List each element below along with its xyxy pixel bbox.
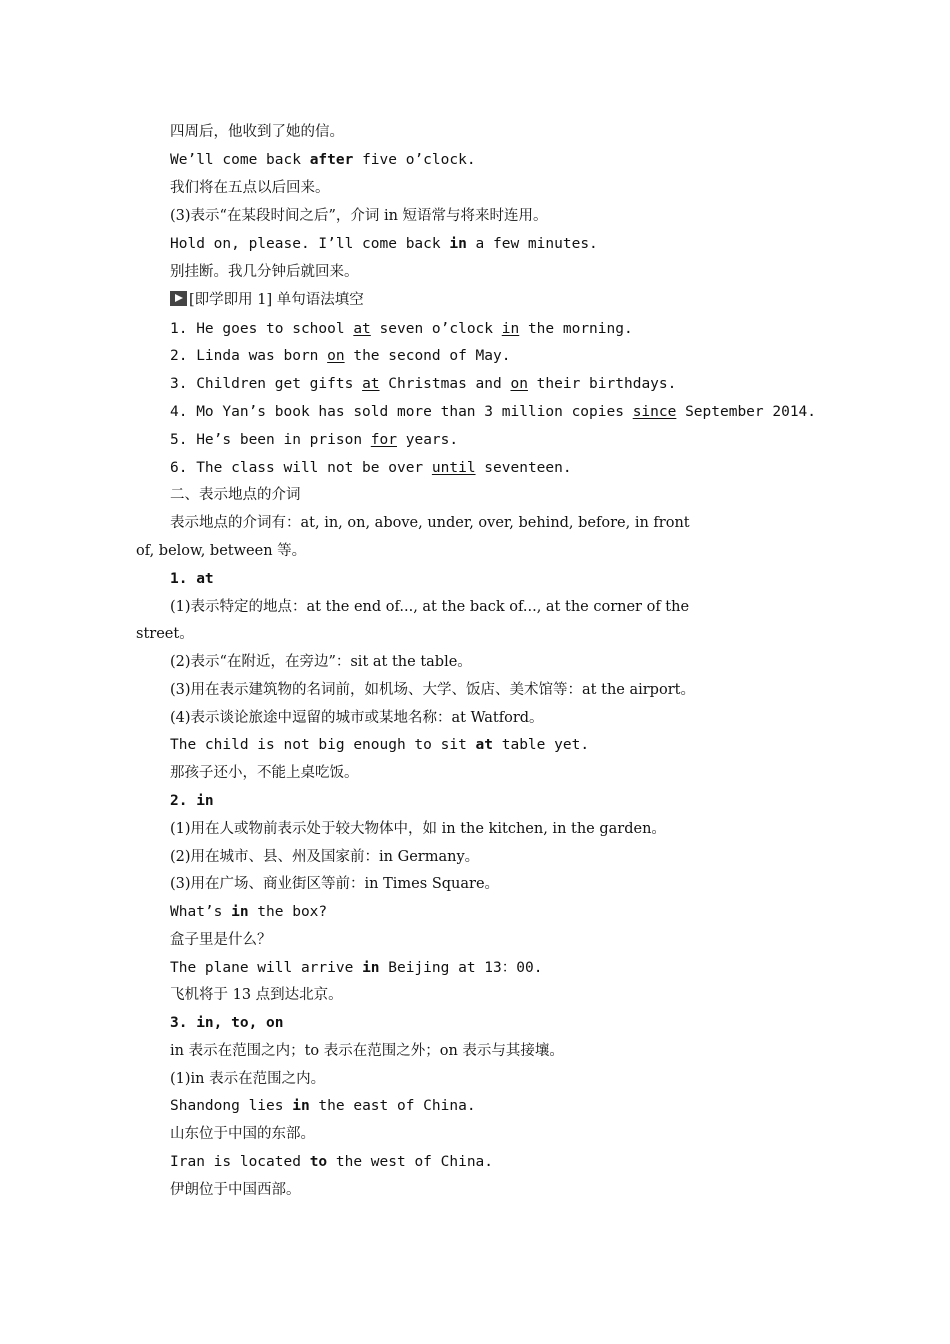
key-preposition: in xyxy=(362,960,380,976)
answer-blank: at xyxy=(353,321,371,337)
rule-item: (3)表示“在某段时间之后”，介词 in 短语常与将来时连用。 xyxy=(170,208,548,224)
key-preposition: after xyxy=(309,152,354,168)
translation-line: 我们将在五点以后回来。 xyxy=(170,180,330,196)
answer-blank: until xyxy=(431,460,476,476)
rule-item: (1)表示特定的地点：at the end of..., at the back of..., at the corner of the xyxy=(170,599,690,615)
example-sentence: We’ll come back after five o’clock. xyxy=(170,152,476,168)
example-sentence: Iran is located to the west of China. xyxy=(170,1154,494,1170)
key-preposition: in xyxy=(231,904,249,920)
translation-line: 飞机将于 13 点到达北京。 xyxy=(170,987,343,1003)
key-preposition: in xyxy=(292,1098,310,1114)
key-preposition: to xyxy=(309,1154,328,1170)
exercise-item: 4. Mo Yan’s book has sold more than 3 million copies since September 2014. xyxy=(170,404,817,420)
exercise-item: 1. He goes to school at seven o’clock in the morning. xyxy=(170,321,633,337)
subheading: 3. in, to, on xyxy=(170,1015,284,1031)
rule-item: (1)用在人或物前表示处于较大物体中，如 in the kitchen, in the garden。 xyxy=(170,821,666,837)
translation-line: 盒子里是什么？ xyxy=(170,932,272,948)
exercise-item: 3. Children get gifts at Christmas and on their birthdays. xyxy=(170,376,677,392)
rule-item: (1)in 表示在范围之内。 xyxy=(170,1071,326,1087)
translation-line: 别挂断。我几分钟后就回来。 xyxy=(170,264,359,280)
rule-item: (2)表示“在附近，在旁边”：sit at the table。 xyxy=(170,654,472,670)
exercise-item: 6. The class will not be over until seventeen. xyxy=(170,460,572,476)
subheading: 2. in xyxy=(170,793,214,809)
paragraph-line: of, below, between 等。 xyxy=(136,543,307,559)
key-preposition: in xyxy=(449,236,467,252)
example-sentence: Shandong lies in the east of China. xyxy=(170,1098,476,1114)
example-sentence: What’s in the box? xyxy=(170,904,328,920)
rule-item: (3)用在广场、商业街区等前：in Times Square。 xyxy=(170,876,500,892)
exercise-item: 2. Linda was born on the second of May. xyxy=(170,348,511,364)
rule-item: (2)用在城市、县、州及国家前：in Germany。 xyxy=(170,849,480,865)
answer-blank: in xyxy=(501,321,520,337)
key-preposition: at xyxy=(475,737,494,753)
example-sentence: The child is not big enough to sit at table yet. xyxy=(170,737,590,753)
rule-item: street。 xyxy=(136,626,194,642)
subheading: 1. at xyxy=(170,571,214,587)
rule-item: (4)表示谈论旅途中逗留的城市或某地名称：at Watford。 xyxy=(170,710,544,726)
play-icon xyxy=(170,291,187,306)
section-heading: 二、表示地点的介词 xyxy=(170,487,301,503)
rule-item: (3)用在表示建筑物的名词前，如机场、大学、饭店、美术馆等：at the airport。 xyxy=(170,682,695,698)
translation-line: 四周后，他收到了她的信。 xyxy=(170,124,344,140)
answer-blank: since xyxy=(632,404,677,420)
translation-line: 伊朗位于中国西部。 xyxy=(170,1182,301,1198)
answer-blank: on xyxy=(327,348,345,364)
answer-blank: at xyxy=(362,376,380,392)
example-sentence: Hold on, please. I’ll come back in a few minutes. xyxy=(170,236,598,252)
practice-heading: [即学即用 1] 单句语法填空 xyxy=(170,290,364,310)
answer-blank: for xyxy=(370,432,397,448)
paragraph-line: 表示地点的介词有：at, in, on, above, under, over, behind, before, in front xyxy=(170,515,690,531)
example-sentence: The plane will arrive in Beijing at 13：00. xyxy=(170,960,543,976)
answer-blank: on xyxy=(510,376,528,392)
exercise-item: 5. He’s been in prison for years. xyxy=(170,432,459,448)
translation-line: 山东位于中国的东部。 xyxy=(170,1126,315,1142)
rule-item: in 表示在范围之内；to 表示在范围之外；on 表示与其接壤。 xyxy=(170,1043,564,1059)
translation-line: 那孩子还小，不能上桌吃饭。 xyxy=(170,765,359,781)
